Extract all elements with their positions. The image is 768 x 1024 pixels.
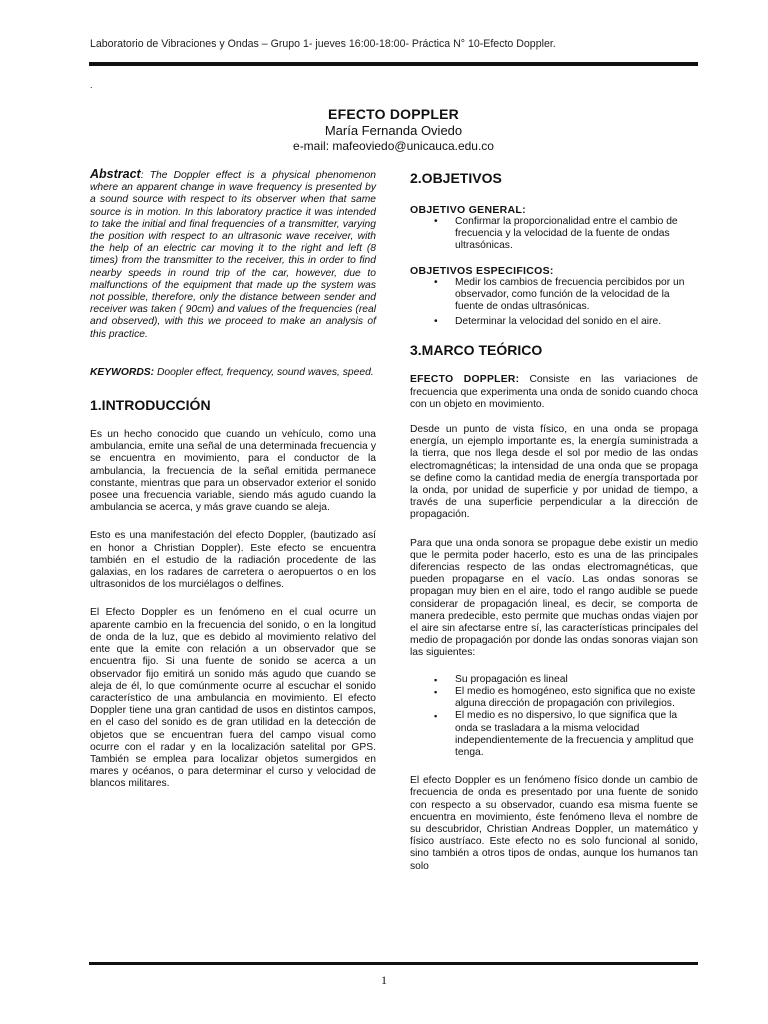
- objetivos-especificos-list: [410, 277, 698, 329]
- section-heading-marco-teorico: 3.MARCO TEÓRICO: [410, 342, 543, 359]
- stray-mark: .: [90, 80, 93, 90]
- list-item: • Medir los cambios de frecuencia percibidos por un observador, como función de la velocidad de la fuente de ondas ultrasónicas.: [434, 276, 685, 313]
- intro-paragraph-1: Es un hecho conocido que cuando un vehículo, como una ambulancia, emite una señal de una determinada frecuencia y se encuentra en movimiento, para el conductor de la ambulancia, la frecuencia de la señal emitida permanece constante, mientras que para un observador exterior el sonido posee una frecuencia variable, siendo más agudo cuando la ambulancia se acerca, y más grave cuando se aleja.: [90, 429, 376, 514]
- list-item: • Determinar la velocidad del sonido en el aire.: [434, 316, 662, 328]
- marco-paragraph-4: El efecto Doppler es un fenómeno físico donde un cambio de frecuencia de onda es presentado por una fuente de sonido con respecto a su observador, cuando esa misma fuente se encuentra en movimiento, éste fenómeno lleva el nombre de su descubridor, Christian Andreas Doppler, un matemático y físico austríaco. Este efecto no es solo funcional al sonido, sino también a otros tipos de ondas, aunque los humanos tan solo: [410, 775, 698, 872]
- intro-paragraph-3: El Efecto Doppler es un fenómeno en el cual ocurre un aparente cambio en la frecuencia del sonido, o en la longitud de onda de la luz, que es debido al movimiento relativo del ente que la emite con relación a un observador que se encuentra fijo. Si una fuente de sonido se acerca a un observador fijo emitirá un sonido más agudo que cuando se aleja de él, lo que comúnmente ocurre al escuchar el sonido característico de una ambulancia en movimiento. El efecto Doppler tiene una gran cantidad de usos en distintos campos, en el caso del sonido es de gran utilidad en la detección de objetos que se encuentran fuera del campo visual como ocurre con el radar y en la localización satelital por GPS. También se emplea para localizar objetos sumergidos en mares y océanos, o para determinar el curso y velocidad de blancos militares.: [90, 607, 376, 790]
- objetivo-general-label: OBJETIVO GENERAL:: [410, 204, 526, 216]
- keywords-text: Doopler effect, frequency, sound waves, speed.: [154, 366, 374, 378]
- intro-paragraph-2: Esto es una manifestación del efecto Doppler, (bautizado así en honor a Christian Doppler). Este efecto se encuentra también en el estudio de la radiación procedente de las galaxias, en los radares de carretera o aeropuertos o en los ultrasonidos de los murciélagos o delfines.: [90, 530, 376, 591]
- marco-paragraph-2: Desde un punto de vista físico, en una onda se propaga energía, un ejemplo importante es, la energía suministrada a la tierra, que nos llega desde el sol por medio de las ondas electromagnéticas; la intensidad de una onda que se propaga se define como la cantidad media de energía transportada por la onda, por unidad de superficie y por unidad de tiempo, a través de una superficie perpendicular a la dirección de propagación.: [410, 424, 698, 521]
- list-item: • Confirmar la proporcionalidad entre el cambio de frecuencia y la velocidad de la fuente de ondas ultrasónicas.: [434, 216, 678, 252]
- section-heading-introduccion: 1.INTRODUCCIÓN: [90, 397, 211, 414]
- abstract: [90, 168, 376, 341]
- abstract-text: : The Doppler effect is a physical phenomenon where an apparent change in wave frequency is presented by a sound source with respect to its observer when that same source is in motion. In this laboratory practice it was intended to take the initial and final frequencies of a transmitter, varying the position with respect to an ultrasonic wave receiver, with the help of an electric car moving it to the right and left (8 times) from the transmitter to the receiver, this in order to find nearby speeds in round trip of the car, however, due to malfunctions of the equipment that made up the system was not possible, therefore, only the distance between sender and receiver was taken ( 90cm) and values of the frequencies (real and observed), with this we proceed to make an analysis of this practice.: [90, 170, 376, 340]
- keywords: [90, 367, 376, 379]
- list-item: ▪ El medio es no dispersivo, lo que significa que la onda se trasladara a la misma velocidad independientemente de la frecuencia y amplitud que tenga.: [434, 710, 694, 758]
- section-heading-objetivos: 2.OBJETIVOS: [410, 170, 502, 186]
- running-header: Laboratorio de Vibraciones y Ondas – Grupo 1- jueves 16:00-18:00- Práctica N° 10-Efecto Doppler.: [90, 38, 556, 50]
- marco-paragraph-3: Para que una onda sonora se propague debe existir un medio que le permita poder hacerlo, esto es una de las principales diferencias respecto de las ondas electromagnéticas, que pueden propagarse en el vacío. Las ondas sonoras se propagan muy bien en el aire, todo el rango audible se puede considerar de propagación lineal, es decir, se comporta de manera predecible, esto permite que muchas ondas viajen por el aire sin afectarse entre sí, las características principales del medio de propagación por donde las ondas sonoras viajan son las siguientes:: [410, 537, 698, 659]
- footer-rule: [89, 962, 698, 965]
- efecto-doppler-lead: EFECTO DOPPLER:: [410, 374, 520, 386]
- paper-title: EFECTO DOPPLER: [328, 106, 459, 122]
- paper-author: María Fernanda Oviedo: [324, 123, 463, 138]
- marco-paragraph-1: EFECTO DOPPLER: Consiste en las variaciones de frecuencia que experimenta una onda de sonido cuando choca con un objeto en movimiento.: [410, 374, 698, 410]
- keywords-label: KEYWORDS:: [90, 366, 155, 378]
- objetivo-general-list: [410, 216, 698, 253]
- right-column: [410, 168, 698, 873]
- author-email: e-mail: mafeoviedo@unicauca.edu.co: [293, 139, 494, 153]
- medio-propagacion-list: [410, 674, 698, 759]
- page-number: 1: [381, 973, 387, 987]
- objetivos-especificos-label: OBJETIVOS ESPECIFICOS:: [410, 264, 554, 277]
- abstract-label: Abstract: [90, 167, 141, 181]
- list-item: ▪ El medio es homogéneo, esto significa que no existe alguna dirección de propagación con privilegios.: [434, 685, 696, 710]
- list-item: ▪ Su propagación es lineal: [434, 673, 568, 685]
- header-rule: [89, 62, 698, 66]
- left-column: [90, 168, 376, 791]
